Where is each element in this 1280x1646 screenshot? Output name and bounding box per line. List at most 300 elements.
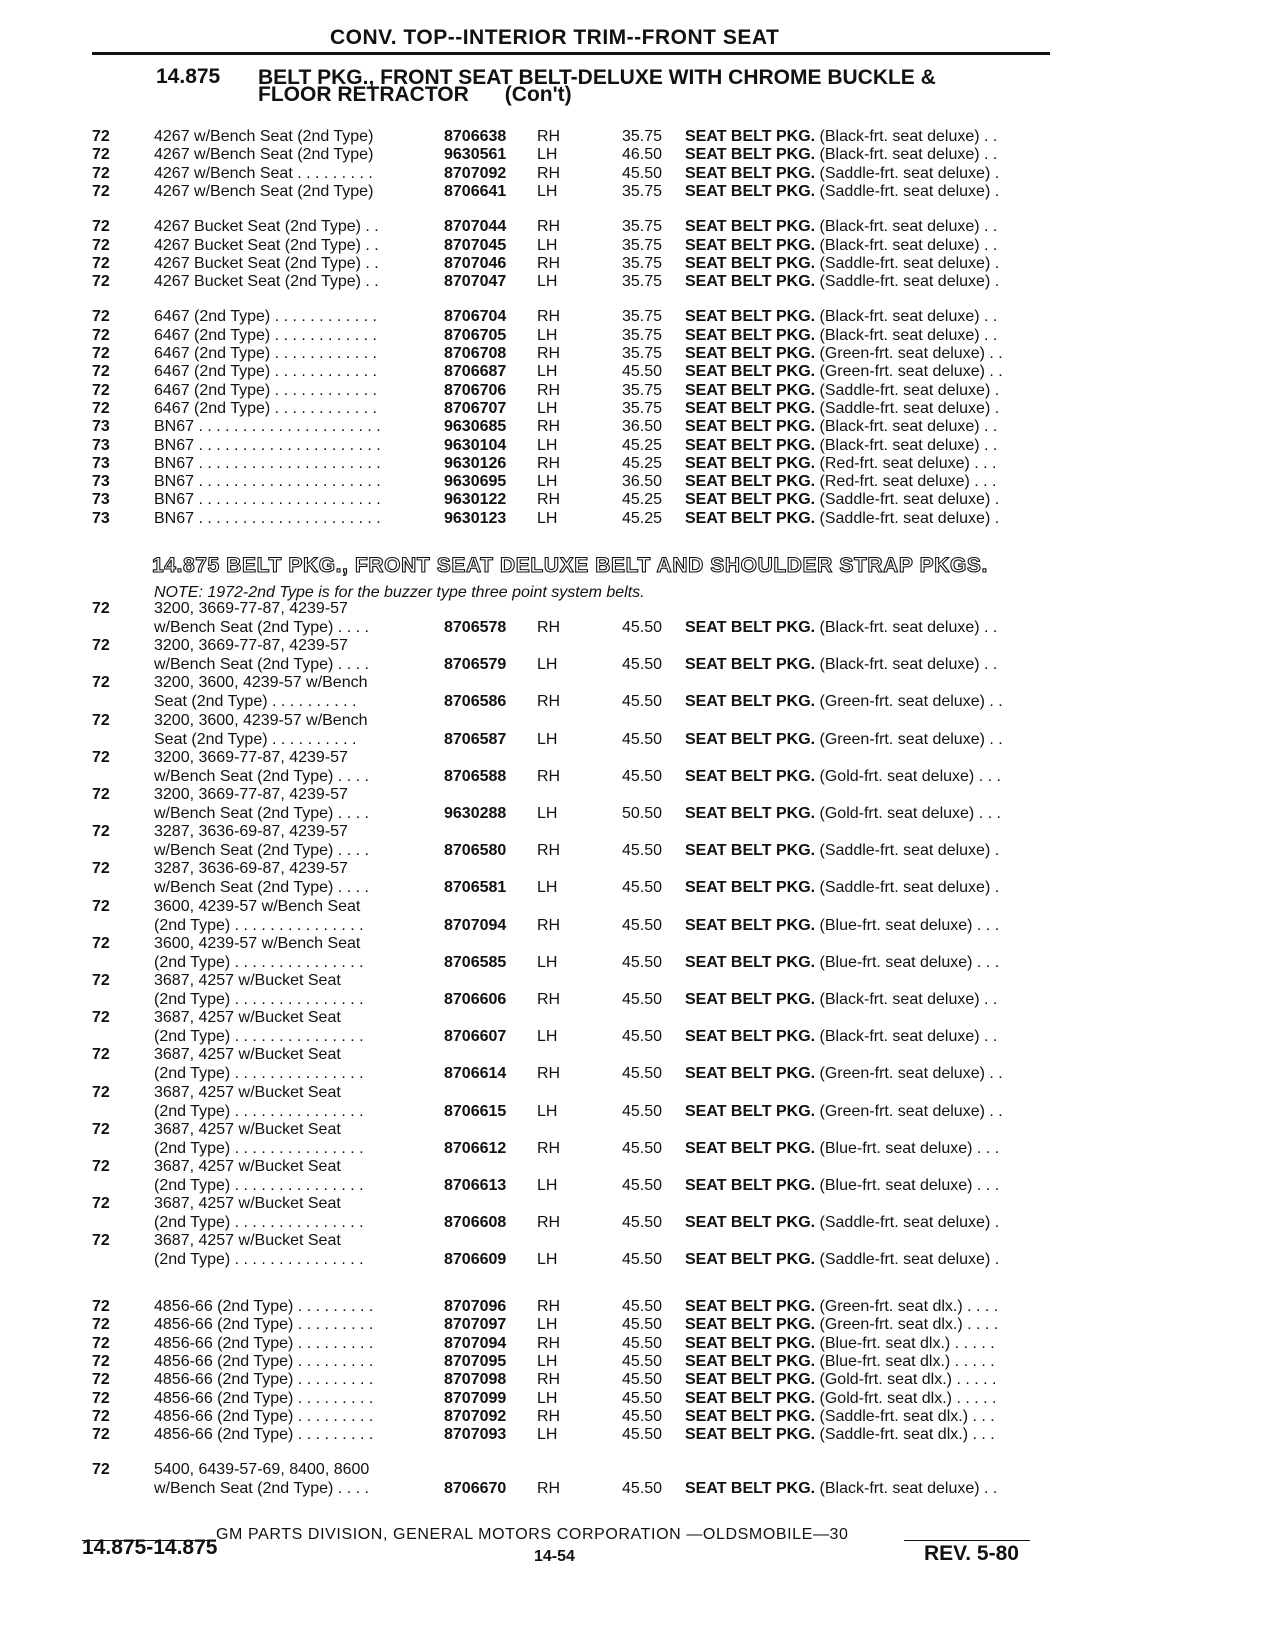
part-number: 8706706 <box>444 381 507 399</box>
model-year: 72 <box>92 1195 110 1213</box>
part-color: (Saddle-frt. seat deluxe) . <box>819 381 1000 399</box>
model-year: 72 <box>92 1046 110 1064</box>
list-price: 35.75 <box>621 308 662 326</box>
header-rule <box>92 52 1050 55</box>
model-year: 72 <box>92 1371 110 1389</box>
part-name <box>685 273 1055 291</box>
model-year: 72 <box>92 1426 110 1444</box>
body-description-cont: Seat (2nd Type) . . . . . . . . . . <box>154 693 357 711</box>
body-description-cont: w/Bench Seat (2nd Type) . . . . <box>154 767 369 785</box>
part-name <box>685 619 1055 637</box>
list-price: 45.50 <box>621 730 662 748</box>
list-price: 46.50 <box>621 146 662 164</box>
body-description: 4856-66 (2nd Type) . . . . . . . . . <box>154 1389 374 1407</box>
body-description-cont: (2nd Type) . . . . . . . . . . . . . . . <box>154 1251 364 1269</box>
part-number: 8706588 <box>444 767 507 785</box>
model-year: 72 <box>92 786 110 803</box>
side: RH <box>537 1214 561 1232</box>
part-name-bold: SEAT BELT PKG. <box>685 381 816 399</box>
part-color: (Green-frt. seat dlx.) . . . . <box>819 1316 999 1334</box>
part-name <box>685 917 1055 935</box>
model-year: 73 <box>92 436 110 454</box>
part-name-bold: SEAT BELT PKG. <box>685 473 816 491</box>
part-name-bold: SEAT BELT PKG. <box>685 418 816 436</box>
part-number: 8706708 <box>444 345 507 362</box>
side: RH <box>537 418 561 436</box>
side: LH <box>537 805 558 822</box>
body-description: 3600, 4239-57 w/Bench Seat <box>154 897 361 915</box>
part-number: 9630126 <box>444 454 507 472</box>
part-name <box>685 1028 1055 1046</box>
part-color: (Saddle-frt. seat dlx.) . . . <box>819 1426 995 1444</box>
model-year: 72 <box>92 637 110 655</box>
part-name <box>685 165 1055 183</box>
part-number: 8707098 <box>444 1371 507 1389</box>
list-price: 45.25 <box>621 509 662 527</box>
model-year: 72 <box>92 146 110 164</box>
list-price: 45.50 <box>621 1177 662 1194</box>
part-name <box>685 1103 1055 1121</box>
part-number: 8707047 <box>444 273 507 291</box>
part-color: (Saddle-frt. seat deluxe) . <box>819 1214 1000 1232</box>
list-price: 45.50 <box>621 1102 662 1120</box>
part-name-bold: SEAT BELT PKG. <box>685 619 816 636</box>
body-description: BN67 . . . . . . . . . . . . . . . . . . . . . <box>154 473 381 491</box>
part-number: 8707094 <box>444 1334 507 1352</box>
body-description: 4267 w/Bench Seat . . . . . . . . . <box>154 164 373 182</box>
part-number: 8706707 <box>444 399 507 417</box>
side: RH <box>537 619 561 636</box>
body-description: 3200, 3669-77-87, 4239-57 <box>154 786 348 803</box>
part-number: 8706614 <box>444 1065 507 1083</box>
part-name-bold: SEAT BELT PKG. <box>685 454 816 472</box>
body-description: 5400, 6439-57-69, 8400, 8600 <box>154 1461 370 1478</box>
part-color: (Black-frt. seat deluxe) . . <box>819 1028 998 1046</box>
section-title-line1: BELT PKG., FRONT SEAT BELT-DELUXE WITH CHROME BUCKLE & <box>258 66 936 89</box>
model-year: 72 <box>92 860 110 878</box>
part-name <box>685 183 1055 201</box>
body-description: 6467 (2nd Type) . . . . . . . . . . . . <box>154 363 377 381</box>
list-price: 35.75 <box>621 236 662 254</box>
part-number: 9630288 <box>444 805 507 822</box>
side: LH <box>537 236 558 254</box>
part-number: 8706578 <box>444 619 507 636</box>
model-year: 72 <box>92 823 110 841</box>
body-description: 6467 (2nd Type) . . . . . . . . . . . . <box>154 326 377 344</box>
body-description-cont: w/Bench Seat (2nd Type) . . . . <box>154 842 369 860</box>
part-color: (Blue-frt. seat deluxe) . . . <box>819 1177 1000 1194</box>
part-color: (Blue-frt. seat dlx.) . . . . . <box>819 1352 995 1370</box>
part-color: (Saddle-frt. seat deluxe) . <box>819 254 1000 272</box>
part-name-bold: SEAT BELT PKG. <box>685 1426 816 1444</box>
part-name-bold: SEAT BELT PKG. <box>685 363 816 381</box>
body-description: BN67 . . . . . . . . . . . . . . . . . . . . . <box>154 418 381 436</box>
part-number: 8706581 <box>444 879 507 897</box>
part-number: 9630685 <box>444 418 507 436</box>
part-name <box>685 510 1055 528</box>
part-color: (Gold-frt. seat dlx.) . . . . . <box>819 1371 997 1389</box>
part-color: (Green-frt. seat deluxe) . . <box>819 730 1003 748</box>
body-description: 3200, 3600, 4239-57 w/Bench <box>154 711 368 729</box>
model-year: 72 <box>92 363 110 381</box>
model-year: 72 <box>92 1334 110 1352</box>
side: LH <box>537 879 558 897</box>
side: LH <box>537 1177 558 1194</box>
part-number: 8706704 <box>444 308 507 326</box>
side: RH <box>537 767 561 785</box>
part-name-bold: SEAT BELT PKG. <box>685 656 816 674</box>
model-year: 72 <box>92 308 110 326</box>
body-description: 4856-66 (2nd Type) . . . . . . . . . <box>154 1426 374 1444</box>
model-year: 72 <box>92 236 110 254</box>
body-description: BN67 . . . . . . . . . . . . . . . . . . . . . <box>154 491 381 509</box>
part-number: 8707099 <box>444 1389 507 1407</box>
side: RH <box>537 1139 561 1157</box>
part-name-bold: SEAT BELT PKG. <box>685 767 816 785</box>
list-price: 45.50 <box>621 1407 662 1425</box>
model-year: 73 <box>92 454 110 472</box>
side: LH <box>537 509 558 527</box>
side: RH <box>537 1480 561 1497</box>
side: LH <box>537 399 558 417</box>
part-color: (Green-frt. seat dlx.) . . . . <box>819 1298 999 1315</box>
list-price: 45.25 <box>621 436 662 454</box>
model-year: 72 <box>92 381 110 399</box>
part-number: 8706587 <box>444 730 507 748</box>
model-year: 72 <box>92 326 110 344</box>
part-color: (Saddle-frt. seat deluxe) . <box>819 842 1000 860</box>
part-number: 9630122 <box>444 491 507 509</box>
section2-note: NOTE: 1972-2nd Type is for the buzzer type three point system belts. <box>154 584 645 601</box>
body-description: 4856-66 (2nd Type) . . . . . . . . . <box>154 1316 374 1334</box>
side: LH <box>537 730 558 748</box>
list-price: 45.50 <box>621 1139 662 1157</box>
part-name-bold: SEAT BELT PKG. <box>685 218 816 236</box>
part-number: 8706609 <box>444 1251 507 1269</box>
side: RH <box>537 1371 561 1389</box>
list-price: 45.50 <box>621 879 662 897</box>
part-number: 8706638 <box>444 128 507 145</box>
part-number: 8707092 <box>444 1407 507 1425</box>
part-number: 8707045 <box>444 236 507 254</box>
part-color: (Black-frt. seat deluxe) . . <box>819 619 998 636</box>
part-name <box>685 1390 1055 1408</box>
part-color: (Blue-frt. seat dlx.) . . . . . <box>819 1334 995 1352</box>
list-price: 45.50 <box>621 1334 662 1352</box>
part-color: (Black-frt. seat deluxe) . . <box>819 218 998 236</box>
part-name <box>685 693 1055 711</box>
body-description: 4267 Bucket Seat (2nd Type) . . <box>154 273 379 291</box>
part-name <box>685 327 1055 345</box>
part-name-bold: SEAT BELT PKG. <box>685 436 816 454</box>
model-year: 73 <box>92 509 110 527</box>
part-name <box>685 1353 1055 1371</box>
part-color: (Blue-frt. seat deluxe) . . . <box>819 916 1000 934</box>
part-number: 8706580 <box>444 842 507 860</box>
part-number: 8707092 <box>444 164 507 182</box>
footer-section-range: 14.875-14.875 <box>82 1536 218 1559</box>
part-number: 8706607 <box>444 1028 507 1046</box>
part-name-bold: SEAT BELT PKG. <box>685 1065 816 1083</box>
body-description: 3200, 3600, 4239-57 w/Bench <box>154 674 368 692</box>
model-year: 72 <box>92 1298 110 1315</box>
body-description: 3687, 4257 w/Bucket Seat <box>154 1046 341 1064</box>
model-year: 72 <box>92 1083 110 1101</box>
section2-title: 14.875 BELT PKG., FRONT SEAT DELUXE BELT AND SHOULDER STRAP PKGS. <box>152 554 988 577</box>
part-name-bold: SEAT BELT PKG. <box>685 1389 816 1407</box>
body-description: 3200, 3669-77-87, 4239-57 <box>154 637 348 655</box>
body-description: 3687, 4257 w/Bucket Seat <box>154 1195 341 1213</box>
part-name-bold: SEAT BELT PKG. <box>685 345 816 362</box>
list-price: 45.50 <box>621 1214 662 1232</box>
part-name <box>685 491 1055 509</box>
side: LH <box>537 1389 558 1407</box>
body-description: BN67 . . . . . . . . . . . . . . . . . . . . . <box>154 509 381 527</box>
body-description: 3687, 4257 w/Bucket Seat <box>154 1158 341 1175</box>
body-description: 3687, 4257 w/Bucket Seat <box>154 1232 341 1250</box>
part-color: (Gold-frt. seat deluxe) . . . <box>819 767 1001 785</box>
body-description-cont: w/Bench Seat (2nd Type) . . . . <box>154 1480 369 1497</box>
part-name-bold: SEAT BELT PKG. <box>685 730 816 748</box>
list-price: 45.50 <box>621 1028 662 1046</box>
part-name <box>685 1140 1055 1158</box>
model-year: 72 <box>92 1120 110 1138</box>
part-name-bold: SEAT BELT PKG. <box>685 1214 816 1232</box>
list-price: 35.75 <box>621 345 662 362</box>
model-year: 73 <box>92 473 110 491</box>
part-color: (Black-frt. seat deluxe) . . <box>819 991 998 1008</box>
side: RH <box>537 128 561 145</box>
part-name <box>685 418 1055 436</box>
part-name-bold: SEAT BELT PKG. <box>685 1251 816 1269</box>
part-name-bold: SEAT BELT PKG. <box>685 308 816 326</box>
part-name <box>685 455 1055 473</box>
body-description: 3600, 4239-57 w/Bench Seat <box>154 934 361 952</box>
model-year: 72 <box>92 1316 110 1334</box>
part-name-bold: SEAT BELT PKG. <box>685 236 816 254</box>
part-name-bold: SEAT BELT PKG. <box>685 953 816 971</box>
part-color: (Black-frt. seat deluxe) . . <box>819 146 998 164</box>
body-description: 3687, 4257 w/Bucket Seat <box>154 1083 341 1101</box>
side: LH <box>537 1102 558 1120</box>
part-number: 8706613 <box>444 1177 507 1194</box>
part-color: (Saddle-frt. seat deluxe) . <box>819 491 1000 509</box>
part-number: 8706615 <box>444 1102 507 1120</box>
part-number: 8707044 <box>444 218 507 236</box>
part-number: 8707096 <box>444 1298 507 1315</box>
part-name <box>685 382 1055 400</box>
footer-rule-right <box>904 1540 1030 1541</box>
body-description: 3687, 4257 w/Bucket Seat <box>154 972 341 989</box>
body-description: 6467 (2nd Type) . . . . . . . . . . . . <box>154 345 377 362</box>
list-price: 35.75 <box>621 254 662 272</box>
list-price: 45.50 <box>621 619 662 636</box>
part-name <box>685 400 1055 418</box>
model-year: 72 <box>92 1352 110 1370</box>
part-name <box>685 437 1055 455</box>
body-description: 4267 w/Bench Seat (2nd Type) <box>154 182 374 200</box>
list-price: 45.50 <box>621 953 662 971</box>
part-name-bold: SEAT BELT PKG. <box>685 1371 816 1389</box>
list-price: 36.50 <box>621 418 662 436</box>
part-name <box>685 731 1055 749</box>
list-price: 45.50 <box>621 916 662 934</box>
part-name-bold: SEAT BELT PKG. <box>685 164 816 182</box>
part-color: (Saddle-frt. seat deluxe) . <box>819 1251 1000 1269</box>
body-description: 4267 w/Bench Seat (2nd Type) <box>154 146 374 164</box>
part-name-bold: SEAT BELT PKG. <box>685 842 816 860</box>
part-name-bold: SEAT BELT PKG. <box>685 1177 816 1194</box>
body-description-cont: (2nd Type) . . . . . . . . . . . . . . . <box>154 1102 364 1120</box>
part-name-bold: SEAT BELT PKG. <box>685 146 816 164</box>
list-price: 45.25 <box>621 454 662 472</box>
part-name <box>685 345 1055 363</box>
side: RH <box>537 916 561 934</box>
list-price: 45.50 <box>621 1316 662 1334</box>
part-color: (Black-frt. seat deluxe) . . <box>819 326 998 344</box>
side: RH <box>537 1065 561 1083</box>
part-color: (Black-frt. seat deluxe) . . <box>819 128 998 145</box>
model-year: 72 <box>92 128 110 145</box>
part-name-bold: SEAT BELT PKG. <box>685 1298 816 1315</box>
list-price: 45.50 <box>621 1298 662 1315</box>
side: RH <box>537 381 561 399</box>
model-year: 72 <box>92 1009 110 1027</box>
side: LH <box>537 1316 558 1334</box>
part-name <box>685 146 1055 164</box>
part-color: (Saddle-frt. seat deluxe) . <box>819 182 1000 200</box>
model-year: 72 <box>92 164 110 182</box>
model-year: 72 <box>92 1407 110 1425</box>
part-number: 8706586 <box>444 693 507 711</box>
part-name-bold: SEAT BELT PKG. <box>685 182 816 200</box>
part-color: (Saddle-frt. seat deluxe) . <box>819 509 1000 527</box>
part-name-bold: SEAT BELT PKG. <box>685 879 816 897</box>
part-name-bold: SEAT BELT PKG. <box>685 1102 816 1120</box>
side: LH <box>537 953 558 971</box>
body-description: 4856-66 (2nd Type) . . . . . . . . . <box>154 1407 374 1425</box>
part-color: (Gold-frt. seat dlx.) . . . . . <box>819 1389 997 1407</box>
list-price: 45.50 <box>621 1251 662 1269</box>
body-description: 4856-66 (2nd Type) . . . . . . . . . <box>154 1334 374 1352</box>
part-name <box>685 1298 1055 1316</box>
part-color: (Green-frt. seat deluxe) . . <box>819 363 1003 381</box>
body-description-cont: w/Bench Seat (2nd Type) . . . . <box>154 879 369 897</box>
list-price: 45.50 <box>621 991 662 1008</box>
part-name <box>685 1316 1055 1334</box>
body-description: 6467 (2nd Type) . . . . . . . . . . . . <box>154 381 377 399</box>
part-number: 9630695 <box>444 473 507 491</box>
side: LH <box>537 473 558 491</box>
model-year: 73 <box>92 418 110 436</box>
list-price: 45.50 <box>621 842 662 860</box>
side: RH <box>537 254 561 272</box>
part-number: 9630104 <box>444 436 507 454</box>
part-color: (Blue-frt. seat deluxe) . . . <box>819 1139 1000 1157</box>
list-price: 45.50 <box>621 363 662 381</box>
model-year: 72 <box>92 1461 110 1478</box>
part-name <box>685 954 1055 972</box>
model-year: 72 <box>92 711 110 729</box>
part-color: (Black-frt. seat deluxe) . . <box>819 656 998 674</box>
list-price: 35.75 <box>621 128 662 145</box>
body-description: 6467 (2nd Type) . . . . . . . . . . . . <box>154 399 377 417</box>
part-number: 8707097 <box>444 1316 507 1334</box>
model-year: 72 <box>92 399 110 417</box>
model-year: 72 <box>92 748 110 766</box>
part-number: 9630561 <box>444 146 507 164</box>
part-number: 8706585 <box>444 953 507 971</box>
model-year: 72 <box>92 218 110 236</box>
part-name-bold: SEAT BELT PKG. <box>685 491 816 509</box>
part-name <box>685 1335 1055 1353</box>
part-name <box>685 1426 1055 1444</box>
section-continued-label: (Con't) <box>504 83 572 106</box>
part-name-bold: SEAT BELT PKG. <box>685 399 816 417</box>
part-name <box>685 473 1055 491</box>
side: RH <box>537 1298 561 1315</box>
model-year: 72 <box>92 182 110 200</box>
side: RH <box>537 693 561 711</box>
part-name-bold: SEAT BELT PKG. <box>685 1028 816 1046</box>
body-description: 4856-66 (2nd Type) . . . . . . . . . <box>154 1371 374 1389</box>
footer-page-number: 14-54 <box>534 1548 575 1565</box>
part-color: (Blue-frt. seat deluxe) . . . <box>819 953 1000 971</box>
side: RH <box>537 1334 561 1352</box>
body-description: 3200, 3669-77-87, 4239-57 <box>154 600 348 617</box>
model-year: 72 <box>92 1232 110 1250</box>
body-description: 4267 Bucket Seat (2nd Type) . . <box>154 218 379 236</box>
body-description: BN67 . . . . . . . . . . . . . . . . . . . . . <box>154 436 381 454</box>
list-price: 45.50 <box>621 1065 662 1083</box>
model-year: 73 <box>92 491 110 509</box>
body-description: 4267 Bucket Seat (2nd Type) . . <box>154 236 379 254</box>
part-name-bold: SEAT BELT PKG. <box>685 693 816 711</box>
body-description: 4856-66 (2nd Type) . . . . . . . . . <box>154 1298 374 1315</box>
part-number: 8706641 <box>444 182 507 200</box>
part-number: 8706608 <box>444 1214 507 1232</box>
body-description: 3200, 3669-77-87, 4239-57 <box>154 748 348 766</box>
body-description-cont: (2nd Type) . . . . . . . . . . . . . . . <box>154 1139 364 1157</box>
body-description-cont: w/Bench Seat (2nd Type) . . . . <box>154 619 369 636</box>
body-description-cont: (2nd Type) . . . . . . . . . . . . . . . <box>154 916 364 934</box>
part-name <box>685 255 1055 273</box>
list-price: 50.50 <box>621 805 662 822</box>
body-description: 4856-66 (2nd Type) . . . . . . . . . <box>154 1352 374 1370</box>
side: LH <box>537 1028 558 1046</box>
part-name <box>685 879 1055 897</box>
part-name-bold: SEAT BELT PKG. <box>685 326 816 344</box>
side: LH <box>537 436 558 454</box>
body-description: 4267 w/Bench Seat (2nd Type) <box>154 128 374 145</box>
body-description: 3687, 4257 w/Bucket Seat <box>154 1120 341 1138</box>
part-number: 8706606 <box>444 991 507 1008</box>
part-name <box>685 1480 1055 1498</box>
body-description-cont: (2nd Type) . . . . . . . . . . . . . . . <box>154 1177 364 1194</box>
part-name <box>685 237 1055 255</box>
part-name <box>685 363 1055 381</box>
list-price: 45.50 <box>621 656 662 674</box>
side: RH <box>537 164 561 182</box>
body-description-cont: (2nd Type) . . . . . . . . . . . . . . . <box>154 1065 364 1083</box>
side: LH <box>537 273 558 291</box>
list-price: 45.50 <box>621 1426 662 1444</box>
list-price: 35.75 <box>621 218 662 236</box>
part-number: 8706670 <box>444 1480 507 1497</box>
part-name <box>685 1177 1055 1195</box>
part-name <box>685 805 1055 823</box>
part-color: (Green-frt. seat deluxe) . . <box>819 693 1003 711</box>
